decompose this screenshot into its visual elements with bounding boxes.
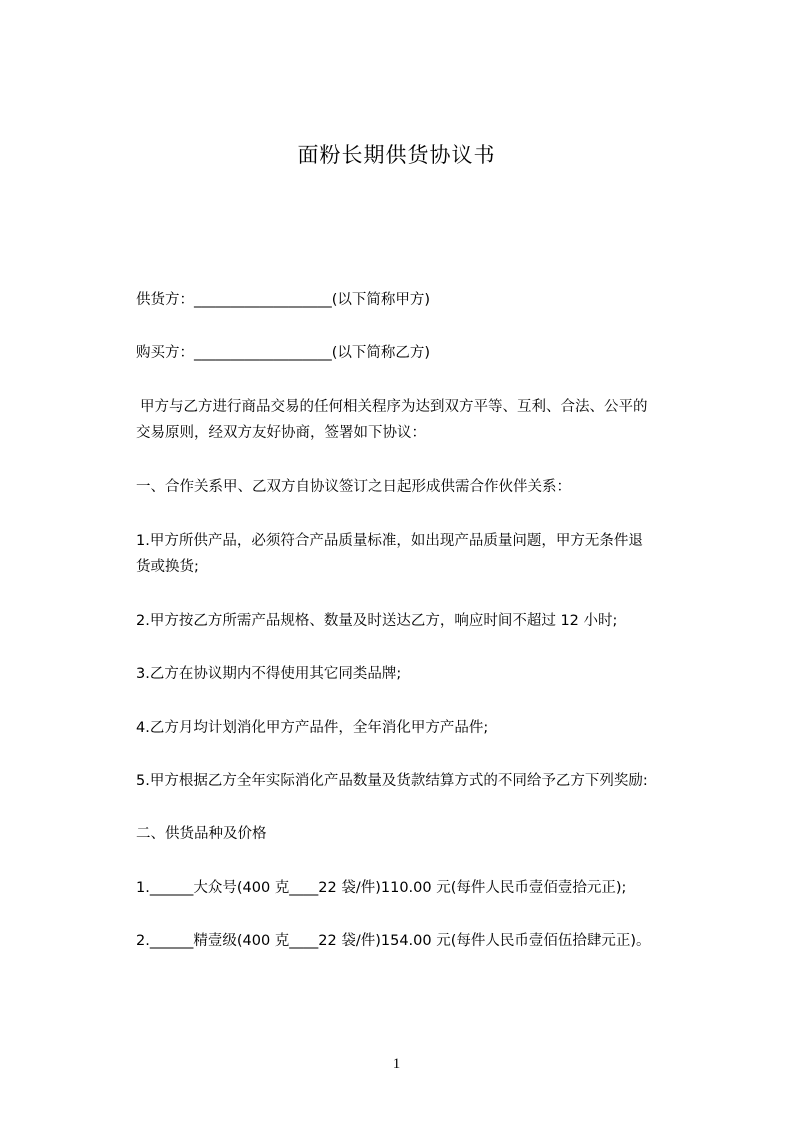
document-title: 面粉长期供货协议书 bbox=[297, 143, 496, 167]
price-item-2: 2.______精壹级(400 克____22 袋/件)154.00 元(每件人民币壹佰伍拾肆元正)。 bbox=[136, 933, 651, 949]
intro-line-1: 甲方与乙方进行商品交易的任何相关程序为达到双方平等、互利、合法、公平的 bbox=[140, 399, 648, 415]
item-3: 3.乙方在协议期内不得使用其它同类品牌; bbox=[136, 666, 402, 682]
section-2-heading: 二、供货品种及价格 bbox=[136, 826, 267, 842]
section-1-heading: 一、合作关系甲、乙双方自协议签订之日起形成供需合作伙伴关系： bbox=[136, 479, 571, 495]
item-2: 2.甲方按乙方所需产品规格、数量及时送达乙方，响应时间不超过 12 小时; bbox=[136, 613, 618, 629]
page-number: 1 bbox=[392, 1056, 401, 1072]
buyer-line: 购买方：___________________(以下简称乙方) bbox=[136, 345, 431, 361]
item-4: 4.乙方月均计划消化甲方产品件，全年消化甲方产品件; bbox=[136, 720, 489, 736]
item-5: 5.甲方根据乙方全年实际消化产品数量及货款结算方式的不同给予乙方下列奖励: bbox=[136, 773, 648, 789]
item-1-line-2: 货或换货; bbox=[136, 559, 199, 575]
supplier-line: 供货方：___________________(以下简称甲方) bbox=[136, 292, 431, 308]
intro-line-2: 交易原则，经双方友好协商，签署如下协议： bbox=[136, 425, 426, 441]
item-1-line-1: 1.甲方所供产品，必须符合产品质量标准，如出现产品质量问题，甲方无条件退 bbox=[136, 533, 643, 549]
price-item-1: 1.______大众号(400 克____22 袋/件)110.00 元(每件人民币壹佰壹拾元正); bbox=[136, 880, 627, 896]
